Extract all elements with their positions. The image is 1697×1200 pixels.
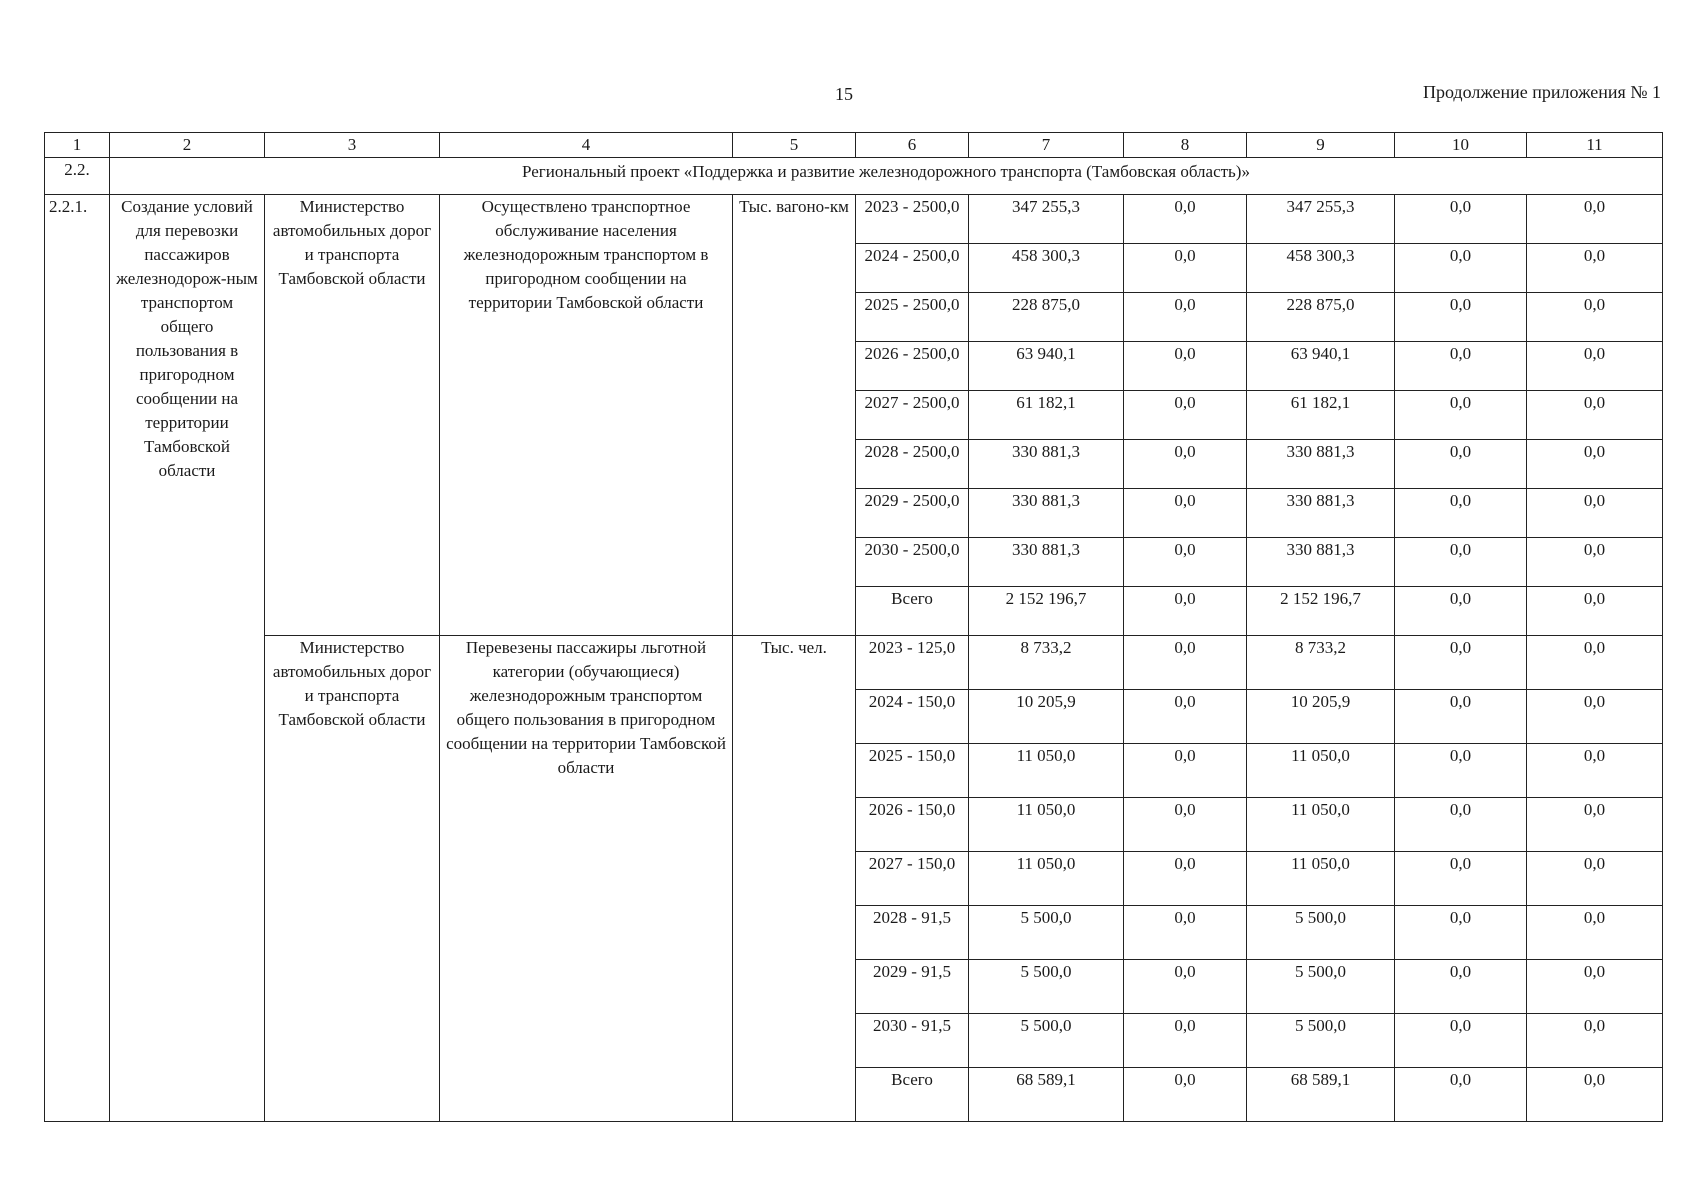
value-col9: 11 050,0 (1247, 744, 1395, 798)
value-col9: 68 589,1 (1247, 1068, 1395, 1122)
value-col11: 0,0 (1527, 852, 1663, 906)
value-col11: 0,0 (1527, 538, 1663, 587)
value-col11: 0,0 (1527, 293, 1663, 342)
year-target-cell: 2027 - 150,0 (856, 852, 969, 906)
value-col10: 0,0 (1395, 538, 1527, 587)
value-col7: 5 500,0 (969, 960, 1124, 1014)
column-number: 5 (733, 133, 856, 158)
year-target-cell: 2026 - 150,0 (856, 798, 969, 852)
value-col8: 0,0 (1124, 744, 1247, 798)
item-number: 2.2.1. (45, 195, 110, 1122)
column-number: 9 (1247, 133, 1395, 158)
value-col10: 0,0 (1395, 244, 1527, 293)
value-col9: 330 881,3 (1247, 538, 1395, 587)
value-col7: 68 589,1 (969, 1068, 1124, 1122)
value-col11: 0,0 (1527, 195, 1663, 244)
value-col10: 0,0 (1395, 391, 1527, 440)
value-col9: 61 182,1 (1247, 391, 1395, 440)
value-col7: 5 500,0 (969, 1014, 1124, 1068)
value-col8: 0,0 (1124, 690, 1247, 744)
value-col7: 8 733,2 (969, 636, 1124, 690)
year-target-cell: 2028 - 91,5 (856, 906, 969, 960)
value-col8: 0,0 (1124, 489, 1247, 538)
value-col8: 0,0 (1124, 1068, 1247, 1122)
value-col10: 0,0 (1395, 587, 1527, 636)
column-number-row (45, 133, 1663, 158)
value-col10: 0,0 (1395, 960, 1527, 1014)
value-col8: 0,0 (1124, 244, 1247, 293)
value-col7: 11 050,0 (969, 798, 1124, 852)
year-target-cell: Всего (856, 1068, 969, 1122)
value-col11: 0,0 (1527, 342, 1663, 391)
value-col8: 0,0 (1124, 391, 1247, 440)
value-col8: 0,0 (1124, 906, 1247, 960)
item-name: Создание условий для перевозки пассажиров железнодорож-ным транспортом общего пользования в пригородном сообщении на территории Тамбовской области (110, 195, 265, 1122)
value-col9: 458 300,3 (1247, 244, 1395, 293)
value-col10: 0,0 (1395, 636, 1527, 690)
value-col8: 0,0 (1124, 293, 1247, 342)
value-col10: 0,0 (1395, 195, 1527, 244)
value-col7: 228 875,0 (969, 293, 1124, 342)
column-number: 10 (1395, 133, 1527, 158)
year-target-cell: 2023 - 125,0 (856, 636, 969, 690)
column-number: 7 (969, 133, 1124, 158)
value-col11: 0,0 (1527, 1068, 1663, 1122)
value-col11: 0,0 (1527, 440, 1663, 489)
value-col11: 0,0 (1527, 744, 1663, 798)
value-col10: 0,0 (1395, 1068, 1527, 1122)
value-col8: 0,0 (1124, 538, 1247, 587)
unit-cell: Тыс. вагоно-км (733, 195, 856, 636)
value-col11: 0,0 (1527, 960, 1663, 1014)
program-table (44, 132, 1663, 1122)
year-target-cell: 2025 - 2500,0 (856, 293, 969, 342)
value-col11: 0,0 (1527, 244, 1663, 293)
value-col7: 330 881,3 (969, 440, 1124, 489)
unit-cell: Тыс. чел. (733, 636, 856, 1122)
value-col7: 11 050,0 (969, 744, 1124, 798)
value-col9: 5 500,0 (1247, 960, 1395, 1014)
section-title: Региональный проект «Поддержка и развитие железнодорожного транспорта (Тамбовская область)» (110, 158, 1663, 195)
executor-cell: Министерство автомобильных дорог и транспорта Тамбовской области (265, 195, 440, 636)
column-number: 1 (45, 133, 110, 158)
value-col7: 2 152 196,7 (969, 587, 1124, 636)
value-col9: 330 881,3 (1247, 489, 1395, 538)
value-col11: 0,0 (1527, 798, 1663, 852)
year-target-cell: 2024 - 150,0 (856, 690, 969, 744)
column-number: 3 (265, 133, 440, 158)
section-number: 2.2. (45, 158, 110, 195)
column-number: 2 (110, 133, 265, 158)
year-target-cell: 2024 - 2500,0 (856, 244, 969, 293)
year-target-cell: Всего (856, 587, 969, 636)
value-col8: 0,0 (1124, 1014, 1247, 1068)
year-target-cell: 2027 - 2500,0 (856, 391, 969, 440)
value-col8: 0,0 (1124, 636, 1247, 690)
value-col10: 0,0 (1395, 906, 1527, 960)
value-col10: 0,0 (1395, 1014, 1527, 1068)
value-col9: 10 205,9 (1247, 690, 1395, 744)
page-number: 15 (835, 84, 853, 104)
value-col10: 0,0 (1395, 489, 1527, 538)
value-col8: 0,0 (1124, 852, 1247, 906)
value-col7: 330 881,3 (969, 489, 1124, 538)
value-col10: 0,0 (1395, 342, 1527, 391)
year-target-cell: 2029 - 2500,0 (856, 489, 969, 538)
table-body (45, 133, 1663, 1122)
value-col7: 63 940,1 (969, 342, 1124, 391)
value-col9: 8 733,2 (1247, 636, 1395, 690)
value-col8: 0,0 (1124, 195, 1247, 244)
section-row (45, 158, 1663, 195)
column-number: 4 (440, 133, 733, 158)
value-col10: 0,0 (1395, 440, 1527, 489)
value-col9: 330 881,3 (1247, 440, 1395, 489)
value-col9: 11 050,0 (1247, 852, 1395, 906)
year-target-cell: 2023 - 2500,0 (856, 195, 969, 244)
value-col9: 5 500,0 (1247, 1014, 1395, 1068)
year-target-cell: 2026 - 2500,0 (856, 342, 969, 391)
year-target-cell: 2030 - 91,5 (856, 1014, 969, 1068)
value-col7: 11 050,0 (969, 852, 1124, 906)
value-col7: 5 500,0 (969, 906, 1124, 960)
result-cell: Осуществлено транспортное обслуживание населения железнодорожным транспортом в пригородном сообщении на территории Тамбовской области (440, 195, 733, 636)
value-col8: 0,0 (1124, 587, 1247, 636)
table-row (45, 636, 1663, 690)
executor-cell: Министерство автомобильных дорог и транспорта Тамбовской области (265, 636, 440, 1122)
value-col11: 0,0 (1527, 636, 1663, 690)
value-col10: 0,0 (1395, 852, 1527, 906)
table-row (45, 195, 1663, 244)
value-col11: 0,0 (1527, 489, 1663, 538)
value-col8: 0,0 (1124, 960, 1247, 1014)
year-target-cell: 2030 - 2500,0 (856, 538, 969, 587)
value-col11: 0,0 (1527, 391, 1663, 440)
value-col7: 61 182,1 (969, 391, 1124, 440)
value-col10: 0,0 (1395, 798, 1527, 852)
value-col9: 5 500,0 (1247, 906, 1395, 960)
result-cell: Перевезены пассажиры льготной категории (обучающиеся) железнодорожным транспортом общего пользования в пригородном сообщении на территории Тамбовской области (440, 636, 733, 1122)
value-col11: 0,0 (1527, 906, 1663, 960)
value-col11: 0,0 (1527, 1014, 1663, 1068)
value-col8: 0,0 (1124, 440, 1247, 489)
value-col7: 458 300,3 (969, 244, 1124, 293)
year-target-cell: 2028 - 2500,0 (856, 440, 969, 489)
appendix-note: Продолжение приложения № 1 (1422, 82, 1661, 102)
value-col8: 0,0 (1124, 342, 1247, 391)
value-col7: 10 205,9 (969, 690, 1124, 744)
value-col9: 63 940,1 (1247, 342, 1395, 391)
value-col11: 0,0 (1527, 587, 1663, 636)
column-number: 6 (856, 133, 969, 158)
value-col9: 347 255,3 (1247, 195, 1395, 244)
year-target-cell: 2029 - 91,5 (856, 960, 969, 1014)
value-col10: 0,0 (1395, 690, 1527, 744)
column-number: 11 (1527, 133, 1663, 158)
value-col9: 228 875,0 (1247, 293, 1395, 342)
value-col8: 0,0 (1124, 798, 1247, 852)
value-col9: 2 152 196,7 (1247, 587, 1395, 636)
year-target-cell: 2025 - 150,0 (856, 744, 969, 798)
column-number: 8 (1124, 133, 1247, 158)
value-col11: 0,0 (1527, 690, 1663, 744)
value-col9: 11 050,0 (1247, 798, 1395, 852)
value-col10: 0,0 (1395, 293, 1527, 342)
value-col10: 0,0 (1395, 744, 1527, 798)
value-col7: 347 255,3 (969, 195, 1124, 244)
value-col7: 330 881,3 (969, 538, 1124, 587)
